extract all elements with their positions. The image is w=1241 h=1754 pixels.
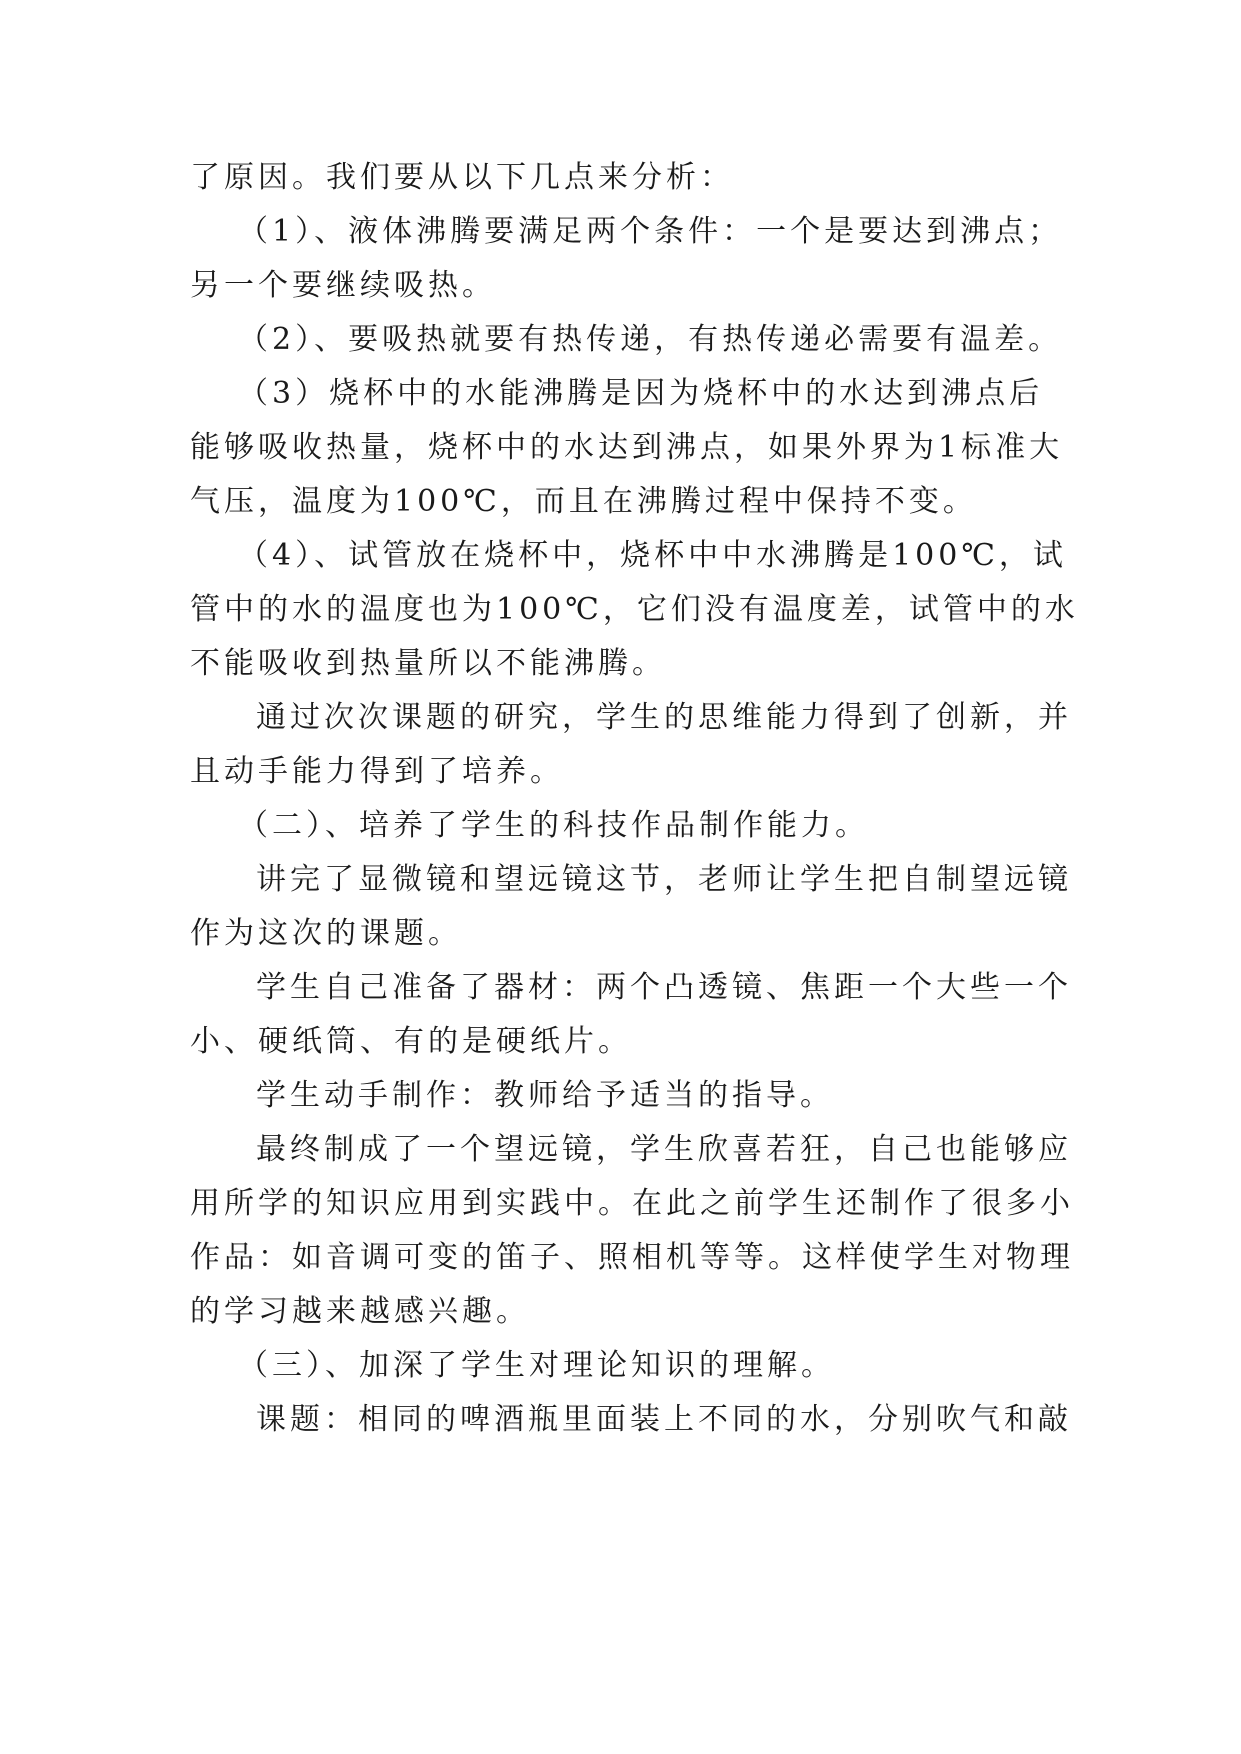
text-line: 不能吸收到热量所以不能沸腾。 [190,646,666,681]
text-line: （1）、液体沸腾要满足两个条件：一个是要达到沸点； [238,214,1063,249]
text-line: 且动手能力得到了培养。 [190,754,564,789]
text-line: 讲完了显微镜和望远镜这节，老师让学生把自制望远镜 [256,862,1072,897]
text-line: 另一个要继续吸热。 [190,268,496,303]
text-line: 作品：如音调可变的笛子、照相机等等。这样使学生对物理 [190,1240,1074,1275]
text-line: 最终制成了一个望远镜，学生欣喜若狂，自己也能够应 [256,1132,1072,1167]
text-line: （二）、培养了学生的科技作品制作能力。 [238,808,869,843]
text-line: （4）、试管放在烧杯中，烧杯中中水沸腾是100℃，试 [238,538,1067,573]
text-line: 管中的水的温度也为100℃，它们没有温度差，试管中的水 [190,592,1079,627]
text-line: （2）、要吸热就要有热传递，有热传递必需要有温差。 [238,322,1063,357]
text-line: （3）烧杯中的水能沸腾是因为烧杯中的水达到沸点后 [238,376,1044,411]
text-line: 气压，温度为100℃，而且在沸腾过程中保持不变。 [190,484,977,519]
text-line: 课题：相同的啤酒瓶里面装上不同的水，分别吹气和敲 [256,1402,1072,1437]
text-line: 小、硬纸筒、有的是硬纸片。 [190,1024,632,1059]
text-line: （三）、加深了学生对理论知识的理解。 [238,1348,835,1383]
text-line: 学生动手制作：教师给予适当的指导。 [256,1078,834,1113]
text-line: 学生自己准备了器材：两个凸透镜、焦距一个大些一个 [256,970,1072,1005]
text-line: 用所学的知识应用到实践中。在此之前学生还制作了很多小 [190,1186,1074,1221]
text-line: 作为这次的课题。 [190,916,462,951]
text-line: 通过次次课题的研究，学生的思维能力得到了创新，并 [256,700,1072,735]
text-line: 能够吸收热量，烧杯中的水达到沸点，如果外界为1标准大 [190,430,1064,465]
text-line: 了原因。我们要从以下几点来分析： [190,160,734,195]
text-line: 的学习越来越感兴趣。 [190,1294,530,1329]
